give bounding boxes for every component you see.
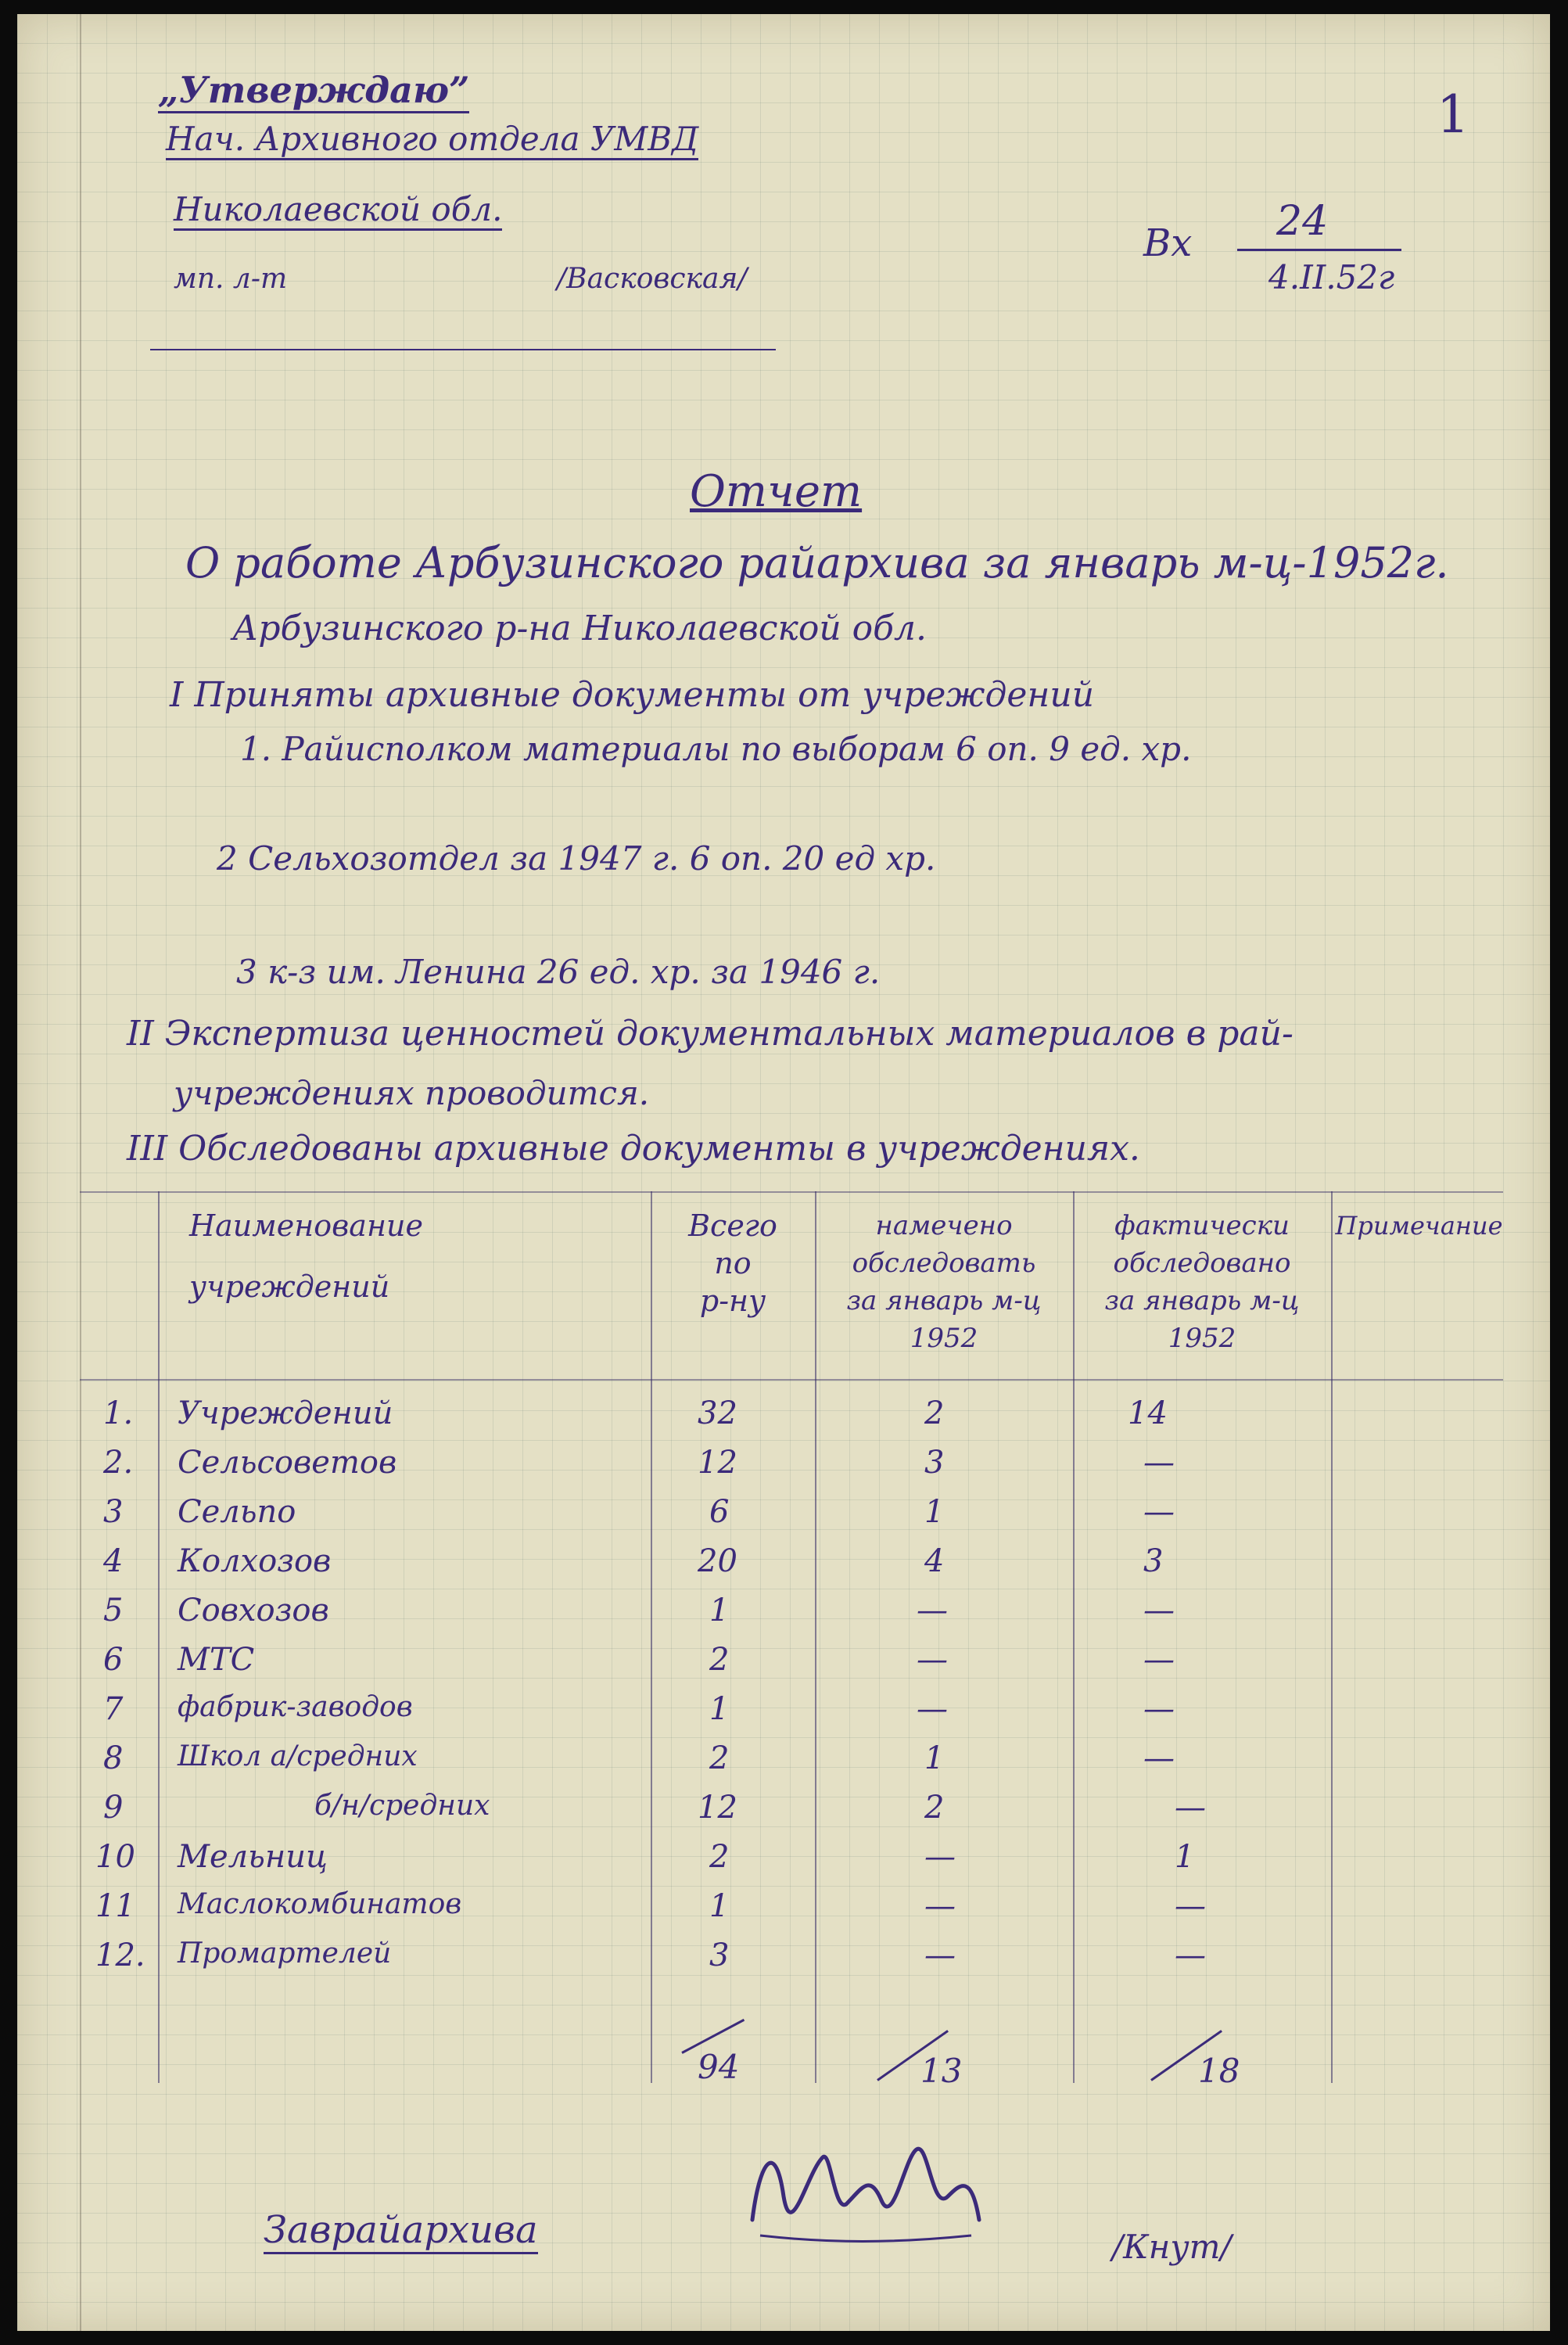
row-name: Школ а/средних <box>178 1740 418 1772</box>
row-actual: 3 <box>1143 1543 1164 1579</box>
row-planned: 2 <box>924 1790 945 1826</box>
section1-heading: I Приняты архивные документы от учреждений <box>170 675 1095 715</box>
row-total: 2 <box>709 1839 730 1875</box>
header-total: Всего по р-ну <box>688 1208 777 1318</box>
total-planned: 13 <box>920 2052 963 2090</box>
row-total: 20 <box>698 1543 737 1579</box>
row-planned: 1 <box>924 1740 945 1776</box>
row-actual: — <box>1175 1888 1206 1924</box>
table-row <box>80 1637 1503 1686</box>
row-number: 2. <box>103 1445 134 1481</box>
row-number: 12. <box>95 1937 145 1973</box>
row-planned: 4 <box>924 1543 945 1579</box>
row-planned: 1 <box>924 1494 945 1530</box>
row-name: Маслокомбинатов <box>178 1888 462 1920</box>
table-top-line <box>80 1191 1503 1193</box>
table-row <box>80 1588 1503 1637</box>
section2-line1: II Экспертиза ценностей документальных материалов в рай- <box>127 1014 1294 1054</box>
row-name: МТС <box>178 1642 255 1678</box>
row-total: 1 <box>709 1691 730 1727</box>
section1-item1: 1. Райисполком материалы по выборам 6 оп. 9 ед. хр. <box>240 730 1192 768</box>
row-planned: 2 <box>924 1395 945 1431</box>
row-total: 1 <box>709 1593 730 1629</box>
table-header-line <box>80 1379 1503 1381</box>
incoming-date: 4.II.52г <box>1268 258 1395 296</box>
row-number: 8 <box>103 1740 124 1776</box>
total-actual: 18 <box>1198 2052 1240 2090</box>
row-number: 1. <box>103 1395 134 1431</box>
approval-underline <box>150 349 776 350</box>
row-name: Мельниц <box>178 1839 328 1875</box>
row-name: фабрик-заводов <box>178 1691 413 1723</box>
row-name: Учреждений <box>178 1395 393 1431</box>
row-actual: — <box>1143 1494 1175 1530</box>
approval-line1: Нач. Архивного отдела УМВД <box>166 120 698 160</box>
signature-mark <box>737 2126 987 2259</box>
row-actual: — <box>1143 1593 1175 1629</box>
incoming-fraction-line <box>1237 249 1401 251</box>
approval-title: „Утверждаю” <box>158 69 469 113</box>
row-number: 9 <box>103 1790 124 1826</box>
row-total: 6 <box>709 1494 730 1530</box>
section2-line2: учреждениях проводится. <box>174 1074 650 1112</box>
row-planned: 3 <box>924 1445 945 1481</box>
approval-line2: Николаевской обл. <box>174 190 502 231</box>
row-total: 12 <box>698 1445 737 1481</box>
survey-table <box>80 1191 1503 2090</box>
row-number: 4 <box>103 1543 124 1579</box>
page-number: 1 <box>1437 84 1469 145</box>
row-name: б/н/средних <box>314 1790 490 1822</box>
header-name: Наименование учреждений <box>189 1208 423 1304</box>
row-name: Сельпо <box>178 1494 296 1530</box>
row-number: 10 <box>95 1839 135 1875</box>
footer-role: Заврайархива <box>264 2208 538 2254</box>
section1-item3: 3 к-з им. Ленина 26 ед. хр. за 1946 г. <box>236 953 881 991</box>
row-number: 6 <box>103 1642 124 1678</box>
header-actual: фактически обследовано за январь м-ц 1952 <box>1104 1210 1300 1354</box>
table-row <box>80 1539 1503 1588</box>
row-actual: 1 <box>1175 1839 1195 1875</box>
row-actual: — <box>1143 1691 1175 1727</box>
row-name: Промартелей <box>178 1937 392 1970</box>
table-row <box>80 1736 1503 1785</box>
report-title: Отчет <box>690 466 863 517</box>
table-row <box>80 1686 1503 1736</box>
row-actual: — <box>1143 1740 1175 1776</box>
row-total: 2 <box>709 1642 730 1678</box>
row-total: 12 <box>698 1790 737 1826</box>
row-planned: — <box>917 1642 948 1678</box>
table-row <box>80 1834 1503 1884</box>
total-all: 94 <box>698 2048 740 2086</box>
table-row <box>80 1489 1503 1539</box>
row-planned: — <box>917 1593 948 1629</box>
row-actual: — <box>1175 1937 1206 1973</box>
section1-item2: 2 Сельхозотдел за 1947 г. 6 оп. 20 ед хр. <box>217 839 936 878</box>
approval-mp: мп. л-т <box>174 263 288 295</box>
table-row <box>80 1785 1503 1834</box>
report-line1: О работе Арбузинского райархива за январь м-ц-1952г. <box>185 538 1449 587</box>
approval-name: /Васковская/ <box>557 263 748 295</box>
row-actual: 14 <box>1128 1395 1168 1431</box>
row-planned: — <box>924 1839 956 1875</box>
row-number: 7 <box>103 1691 124 1727</box>
row-name: Колхозов <box>178 1543 332 1579</box>
row-planned: — <box>924 1888 956 1924</box>
row-planned: — <box>917 1691 948 1727</box>
table-row <box>80 1884 1503 1933</box>
row-total: 2 <box>709 1740 730 1776</box>
table-row <box>80 1440 1503 1489</box>
row-name: Сельсоветов <box>178 1445 397 1481</box>
row-total: 32 <box>698 1395 737 1431</box>
row-number: 5 <box>103 1593 124 1629</box>
section3-heading: III Обследованы архивные документы в учреждениях. <box>127 1129 1140 1169</box>
table-row <box>80 1933 1503 1982</box>
row-actual: — <box>1143 1642 1175 1678</box>
row-actual: — <box>1143 1445 1175 1481</box>
row-name: Совхозов <box>178 1593 329 1629</box>
row-total: 1 <box>709 1888 730 1924</box>
row-number: 3 <box>103 1494 124 1530</box>
incoming-prefix: Вх <box>1143 221 1193 265</box>
row-planned: — <box>924 1937 956 1973</box>
table-row <box>80 1391 1503 1440</box>
row-actual: — <box>1175 1790 1206 1826</box>
incoming-number: 24 <box>1276 198 1329 245</box>
report-line2: Арбузинского р-на Николаевской обл. <box>232 609 927 648</box>
row-number: 11 <box>95 1888 135 1924</box>
document-page <box>17 14 1550 2331</box>
header-notes: Примечание <box>1335 1211 1503 1241</box>
footer-name: /Кнут/ <box>1112 2228 1232 2266</box>
row-total: 3 <box>709 1937 730 1973</box>
header-planned: намечено обследовать за январь м-ц 1952 <box>846 1210 1042 1354</box>
